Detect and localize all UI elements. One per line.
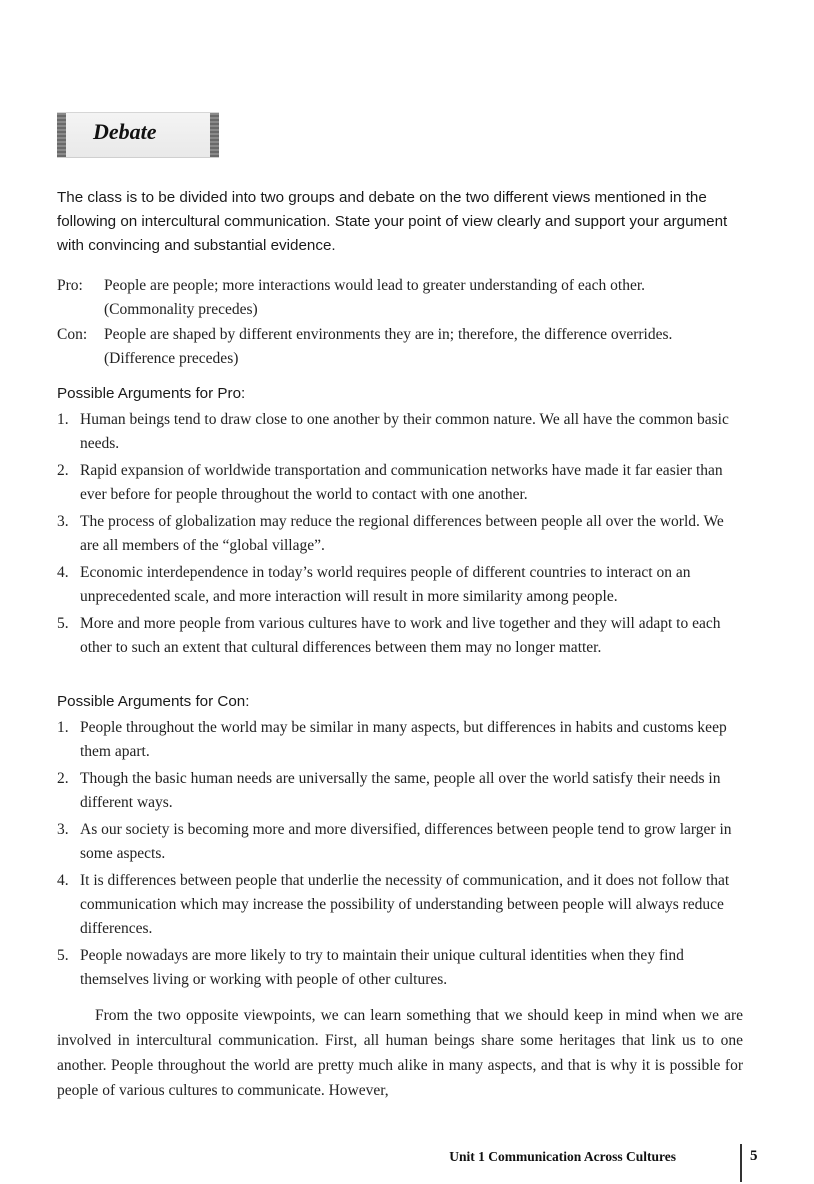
item-number: 4. [57,872,69,889]
item-text: People throughout the world may be similar in many aspects, but differences in habits and customs keep them apart. [80,719,727,760]
item-text: More and more people from various cultures have to work and live together and they will adapt to each other to such an extent that cultural differences between them may no longer matter. [80,615,721,656]
pro-arguments-heading: Possible Arguments for Pro: [57,385,246,402]
list-item [57,408,743,456]
item-number: 1. [57,719,69,736]
list-item [57,716,743,764]
section-title: Debate [93,119,157,144]
list-item [57,944,743,992]
pro-arguments-list [57,408,743,663]
list-item [57,767,743,815]
item-number: 2. [57,770,69,787]
footer-unit-label: Unit 1 Communication Across Cultures [449,1149,676,1164]
pro-label: Pro: [57,277,83,294]
item-text: Economic interdependence in today’s world requires people of different countries to interact on an unprecedented scale, and more interaction will result in more similarity among people. [80,564,691,605]
item-text: Rapid expansion of worldwide transportation and communication networks have made it far easier than ever before for people throughout the world to contact with one another. [80,462,723,503]
item-number: 3. [57,513,69,530]
item-text: People nowadays are more likely to try to maintain their unique cultural identities when they find themselves living or working with people of other cultures. [80,947,684,988]
con-note: (Difference precedes) [104,350,239,367]
item-text: As our society is becoming more and more diversified, differences between people tend to grow larger in some aspects. [80,821,732,862]
item-text: The process of globalization may reduce the regional differences between people all over the world. We are all members of the “global village”. [80,513,724,554]
con-text: People are shaped by different environments they are in; therefore, the difference overrides. [104,326,673,343]
footer-divider [740,1144,742,1182]
header-bar-right [210,113,219,157]
list-item [57,561,743,609]
instructions-paragraph: The class is to be divided into two groups and debate on the two different views mentioned in the following on intercultural communication. State your point of view clearly and support your argument with convincing and substantial evidence. [57,189,728,254]
item-text: It is differences between people that underlie the necessity of communication, and it does not follow that communication which may increase the possibility of understanding between people will always reduce differences. [80,872,730,937]
con-arguments-heading: Possible Arguments for Con: [57,693,250,710]
item-text: Though the basic human needs are universally the same, people all over the world satisfy their needs in different ways. [80,770,721,811]
list-item [57,459,743,507]
list-item [57,818,743,866]
item-number: 3. [57,821,69,838]
pro-statement [57,274,743,322]
item-number: 2. [57,462,69,479]
con-statement [57,323,743,371]
item-number: 4. [57,564,69,581]
closing-paragraph [57,1003,743,1103]
section-header-box [57,112,219,158]
item-number: 5. [57,947,69,964]
item-text: Human beings tend to draw close to one another by their common nature. We all have the common basic needs. [80,411,729,452]
page-footer [430,1144,760,1184]
item-number: 1. [57,411,69,428]
con-label: Con: [57,326,88,343]
con-arguments-list [57,716,743,995]
show-through-decoration [470,92,770,172]
list-item [57,510,743,558]
item-number: 5. [57,615,69,632]
list-item [57,612,743,660]
pro-note: (Commonality precedes) [104,301,258,318]
list-item [57,869,743,941]
header-bar-left [57,113,66,157]
closing-text: From the two opposite viewpoints, we can learn something that we should keep in mind when we are involved in intercultural communication. First, all human beings share some heritages that link us to one another. People throughout the world are pretty much alike in many aspects, and that is why it is possible for people of various cultures to communicate. However, [57,1007,743,1099]
pro-text: People are people; more interactions would lead to greater understanding of each other. [104,277,646,294]
page-number: 5 [750,1148,758,1164]
